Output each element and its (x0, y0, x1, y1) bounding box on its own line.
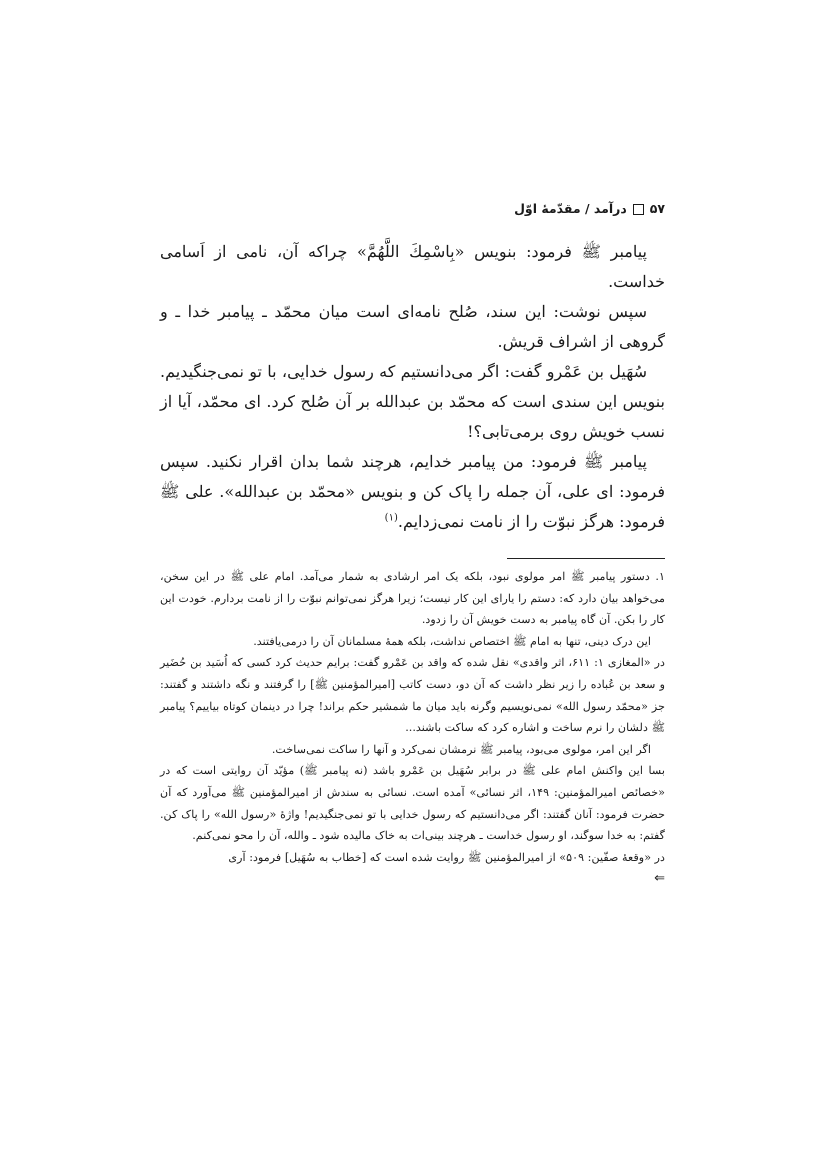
footnote-paragraph-2: این درک دینی، تنها به امام ﷺ اختصاص نداشت، بلکه همهٔ مسلمانان آن را درمی‌یافتند. (253, 634, 651, 648)
footnote-divider (507, 558, 665, 559)
body-paragraph-4-text: پیامبر ﷺ فرمود: من پیامبر خدایم، هرچند شما بدان اقرار نکنید. سپس فرمود: ای علی، آن جمله را پاک کن و بنویس «محمّد بن عبدالله». علی ﷺ فرمود: هرگز نبوّت را از نامت نمی‌زدایم. (160, 452, 665, 531)
running-head-title: درآمد / مقدّمهٔ اوّل (514, 201, 627, 216)
footnote-reference: (۱) (384, 512, 398, 524)
body-paragraph-3: سُهَیل بن عَمْرو گفت: اگر می‌دانستیم که رسول خدایی، با تو نمی‌جنگیدیم. بنویس این سندی است که محمّد بن عبدالله بر آن صُلح کرد. ای محمّد، آیا از نسب خویش روی برمی‌تابی؟! (160, 362, 665, 441)
footnote-paragraph-4: اگر این امر، مولوی می‌بود، پیامبر ﷺ نرمشان نمی‌کرد و آنها را ساکت نمی‌ساخت. (271, 742, 651, 756)
footnote-paragraph-6: در «وقعهٔ صفّین: ۵۰۹» از امیرالمؤمنین ﷺ روایت شده است که [خطاب به سُهَیل] فرمود: آری (228, 850, 665, 864)
continuation-arrow-icon: ⇐ (654, 871, 665, 887)
footnote-paragraph-5: بسا این واکنش امام علی ﷺ در برابر سُهَیل بن عَمْرو باشد (نه پیامبر ﷺ) مؤیّد آن روایتی است که در «خصائص امیرالمؤمنین: ۱۴۹، اثر نسائی» آمده است. نسائی به سندش از امیرالمؤمنین ﷺ می‌آورد که آن حضرت فرمود: آنان گفتند: اگر می‌دانستیم که رسول خدایی با تو نمی‌جنگیدیم! واژهٔ «رسول الله» را پاک کن. گفتم: به خدا سوگند، او رسول خداست ـ هرچند بینی‌ات به خاک مالیده شود ـ والله، آن را محو نمی‌کنم. (160, 764, 665, 843)
body-paragraph-4 (160, 447, 665, 537)
footnote-paragraph-1: ۱. دستور پیامبر ﷺ امر مولوی نبود، بلکه یک امر ارشادی به شمار می‌آمد. امام علی ﷺ در این سخن، می‌خواهد بیان دارد که: دستم را یارای این کار نیست؛ زیرا هرگز نمی‌توانم نبوّت را از نامت بردارم. خودت این کار را بکن. آن گاه پیامبر به دست خویش آن را زدود. (160, 570, 665, 627)
main-text (160, 237, 665, 537)
body-paragraph-2: سپس نوشت: این سند، صُلح نامه‌ای است میان محمّد ـ پیامبر خدا ـ و گروهی از اشراف قریش. (160, 302, 665, 351)
footnotes (160, 566, 665, 890)
square-ornament-icon (633, 204, 644, 215)
footnote-paragraph-3: در «المغازی ۱: ۶۱۱، اثر واقدی» نقل شده که واقد بن عَمْرو گفت: برایم حدیث کرد کسی که اُسَید بن حُضَیر و سعد بن عُباده را زیر نظر داشت که آن دو، دست کاتب [امیرالمؤمنین ﷺ] را گرفتند و نگه داشتند و گفتند: جز «محمّد رسول الله» نمی‌نویسیم وگرنه باید میان ما شمشیر حکم براند! چرا در دینمان کوتاه بیاییم؟ پیامبر ﷺ دلشان را نرم ساخت و اشاره کرد که ساکت باشند... (160, 656, 666, 735)
body-paragraph-1: پیامبر ﷺ فرمود: بنویس «بِاسْمِكَ اللَّهُمَّ» چراکه آن، نامی از اَسامی خداست. (160, 242, 665, 291)
running-head (160, 199, 665, 219)
book-page (160, 0, 665, 1169)
page-number: ۵۷ (649, 201, 665, 216)
